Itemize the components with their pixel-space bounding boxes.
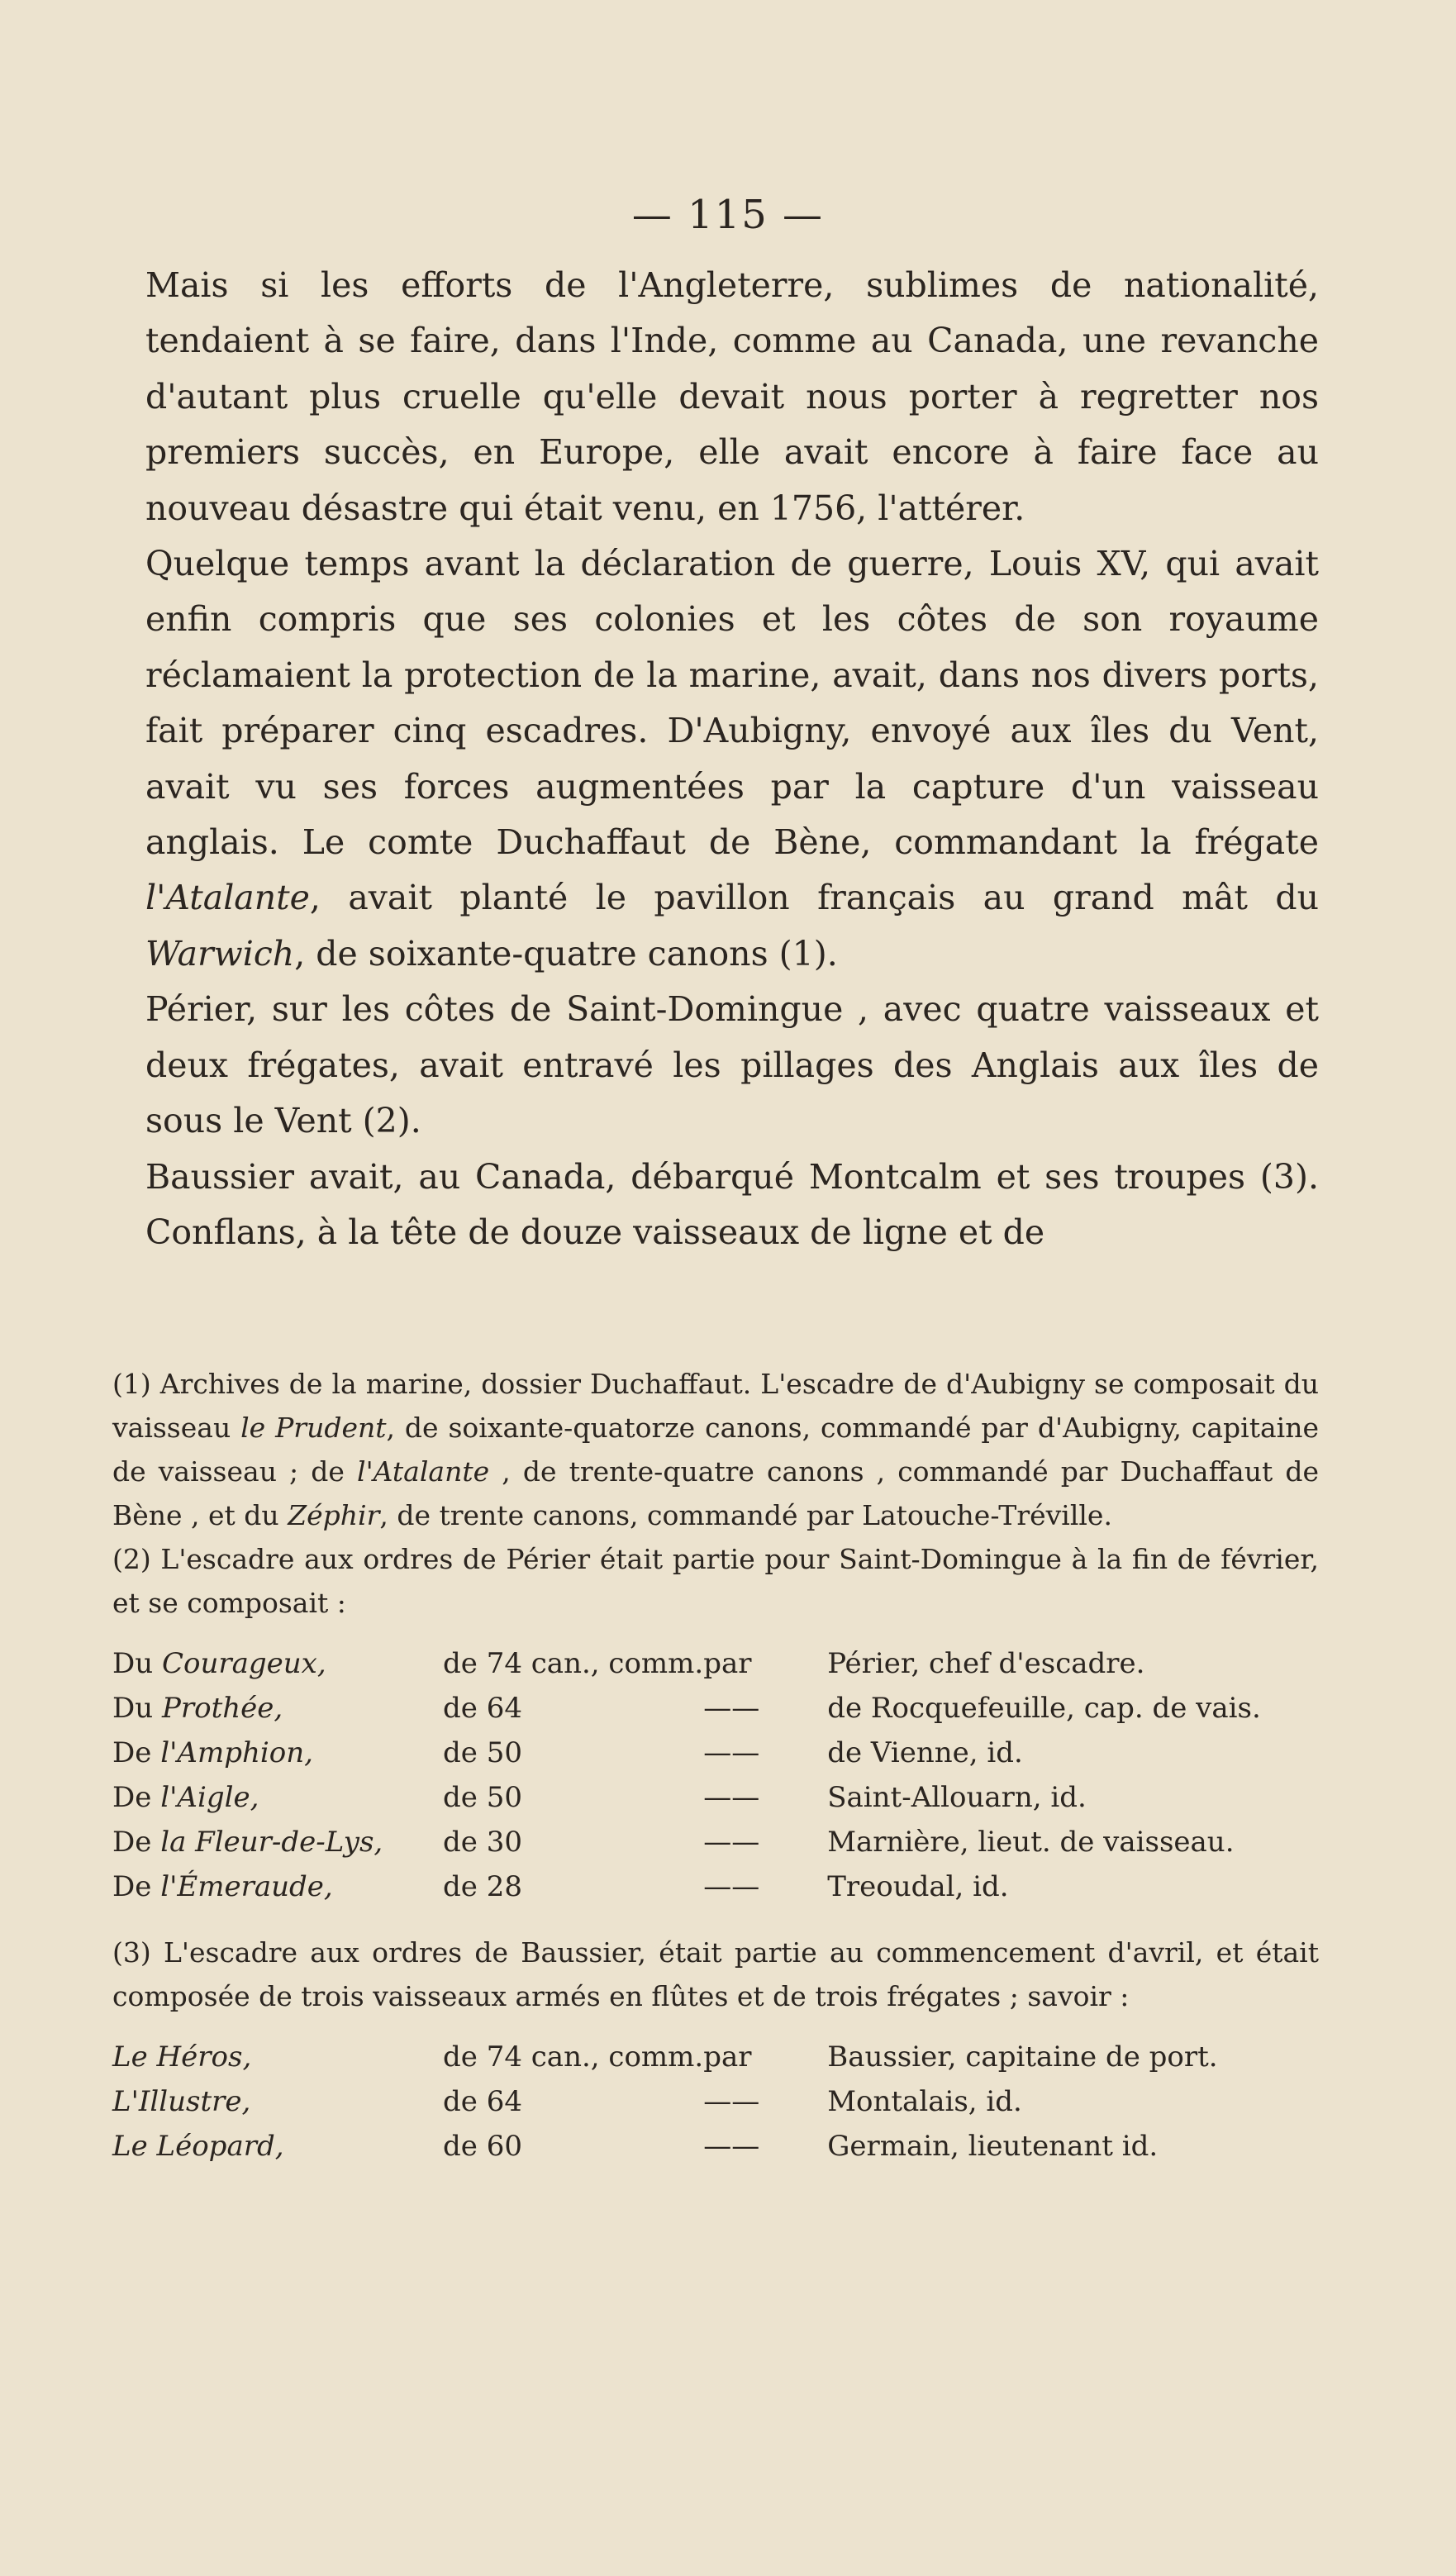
main-text [145,258,1319,1260]
text-run: , de soixante-quatorze canons, commandé par d'Aubigny, capitaine de vaisseau ; de [112,1412,1319,1488]
ship-row [112,1820,1319,1864]
text-run: , de trente-quatre canons , commandé par Duchaffaut de Bène , et du [112,1455,1319,1531]
ship-separator: —— [703,1781,760,1814]
text-run: , avait planté le pavillon français au grand mât du [309,878,1319,918]
ship-guns: de 74 can., comm. [443,1647,704,1680]
italic-text: l'Atalante [145,878,310,918]
ship-commander: Baussier, capitaine de port. [827,2040,1218,2074]
ship-guns: de 74 can., comm. [443,2040,704,2074]
text-run: Mais si les efforts de l'Angleterre, sublimes de nationalité, tendaient à se faire, dans l'Inde, comme au Canada, une revanche d'autant plus cruelle qu'elle devait nous porter à regretter nos premiers succès, en Europe, elle avait encore à faire face au nouveau désastre qui était venu, en 1756, l'attérer. [145,265,1319,528]
paragraph [145,258,1319,536]
ship-separator: —— [703,1692,760,1725]
baussier-squadron-table [112,2035,1319,2169]
ship-title: la Fleur-de-Lys, [160,1826,383,1859]
footnote-2 [112,1537,1319,1625]
ship-guns: de 60 [443,2130,522,2163]
ship-guns: de 50 [443,1736,522,1769]
paragraph [145,1150,1319,1261]
ship-prefix: De [112,1781,161,1814]
ship-title: Le Léopard, [112,2130,284,2163]
text-run: , de soixante-quatre canons (1). [294,933,838,974]
text-run: Baussier avait, au Canada, débarqué Montcalm et ses troupes (3). Conflans, à la tête de douze vaisseaux de ligne et de [145,1156,1319,1252]
paragraph [145,982,1319,1149]
text-run: Périer, sur les côtes de Saint-Domingue , avec quatre vaisseaux et deux frégates, avait entravé les pillages des Anglais aux îles de sous le Vent (2). [145,989,1319,1141]
ship-title: l'Émeraude, [160,1870,333,1903]
text-run: , de trente canons, commandé par Latouche-Tréville. [379,1499,1112,1531]
footnote-1 [112,1362,1319,1537]
ship-name [112,1775,443,1820]
perier-squadron-table [112,1641,1319,1909]
ship-name [112,1641,443,1686]
ship-separator: —— [703,1826,760,1859]
ship-row [112,1775,1319,1820]
ship-separator: —— [703,1870,760,1903]
italic-text: Warwich [145,933,295,974]
paragraph [145,536,1319,982]
page-number: — 115 — [631,192,825,238]
ship-commander: Saint-Allouarn, id. [827,1781,1087,1814]
ship-commander: Treoudal, id. [827,1870,1009,1903]
ship-name [112,2124,443,2169]
ship-prefix: De [112,1826,161,1859]
ship-prefix: Du [112,1647,162,1680]
ship-separator: —— [703,1736,760,1769]
ship-guns: de 64 [443,1692,522,1725]
ship-name [112,2035,443,2079]
footnotes [112,1362,1319,2190]
ship-commander: Germain, lieutenant id. [827,2130,1159,2163]
ship-name [112,1731,443,1775]
ship-name [112,1820,443,1864]
ship-guns: de 64 [443,2085,522,2118]
ship-title: Prothée, [161,1692,283,1725]
ship-guns: de 30 [443,1826,522,1859]
ship-title: l'Amphion, [160,1736,313,1769]
ship-row [112,1641,1319,1686]
ship-name [112,1686,443,1731]
ship-guns: de 28 [443,1870,522,1903]
ship-separator: —— [703,2085,760,2118]
ship-row [112,1864,1319,1909]
ship-prefix: De [112,1736,161,1769]
ship-separator: par [703,2040,752,2074]
ship-row [112,1686,1319,1731]
ship-row [112,2079,1319,2124]
ship-guns: de 50 [443,1781,522,1814]
ship-row [112,2035,1319,2079]
text-run: (3) L'escadre aux ordres de Baussier, était partie au commencement d'avril, et était composée de trois vaisseaux armés en flûtes et de trois frégates ; savoir : [112,1936,1319,2012]
ship-separator: —— [703,2130,760,2163]
ship-name [112,1864,443,1909]
text-run: Quelque temps avant la déclaration de guerre, Louis XV, qui avait enfin compris que ses colonies et les côtes de son royaume réclamaient la protection de la marine, avait, dans nos divers ports, fait préparer cinq escadres. D'Aubigny, envoyé aux îles du Vent, avait vu ses forces augmentées par la capture d'un vaisseau anglais. Le comte Duchaffaut de Bène, commandant la frégate [145,544,1319,863]
italic-text: Zéphir [288,1499,380,1531]
ship-title: L'Illustre, [112,2085,251,2118]
ship-row [112,1731,1319,1775]
ship-commander: Marnière, lieut. de vaisseau. [827,1826,1235,1859]
ship-prefix: Du [112,1692,162,1725]
ship-title: l'Aigle, [160,1781,259,1814]
ship-commander: de Rocquefeuille, cap. de vais. [827,1692,1261,1725]
ship-title: Le Héros, [112,2040,252,2074]
ship-row [112,2124,1319,2169]
italic-text: le Prudent [240,1412,387,1444]
text-run: (2) L'escadre aux ordres de Périer était partie pour Saint-Domingue à la fin de février, et se composait : [112,1543,1319,1619]
ship-commander: de Vienne, id. [827,1736,1023,1769]
italic-text: l'Atalante [357,1455,490,1488]
ship-prefix: De [112,1870,161,1903]
footnote-3 [112,1931,1319,2018]
ship-separator: par [703,1647,752,1680]
ship-title: Courageux, [161,1647,326,1680]
text-run: (1) Archives de la marine, dossier Duchaffaut. L'escadre de d'Aubigny se composait du vaisseau [112,1368,1319,1444]
ship-name [112,2079,443,2124]
ship-commander: Montalais, id. [827,2085,1022,2118]
ship-commander: Périer, chef d'escadre. [827,1647,1145,1680]
